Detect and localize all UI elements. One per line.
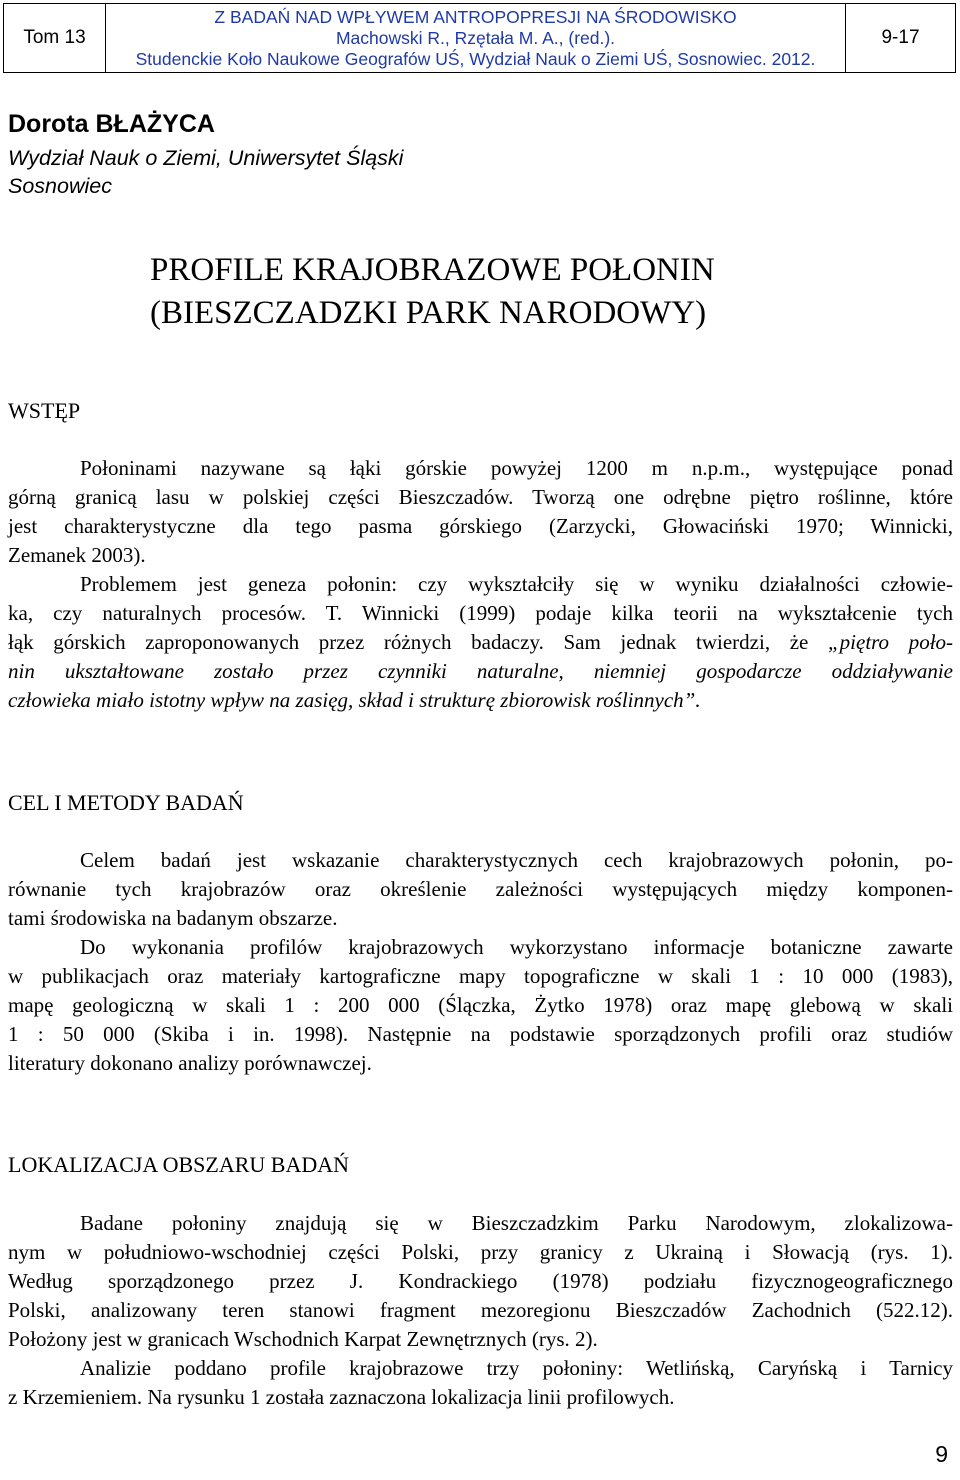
quote-line: nin ukształtowane zostało przez czynniki naturalne, niemniej gospodarcze oddziaływanie xyxy=(8,659,953,683)
section-heading-location: LOKALIZACJA OBSZARU BADAŃ xyxy=(8,1152,350,1177)
text-line: Do wykonania profilów krajobrazowych wykorzystano informacje botaniczne zawarte xyxy=(80,935,953,959)
series-editors: Machowski R., Rzętała M. A., (red.). xyxy=(335,27,616,48)
section-heading-intro: WSTĘP xyxy=(8,398,81,423)
text-line: mapę geologiczną w skali 1 : 200 000 (Ślączka, Żytko 1978) oraz mapę glebową w skali xyxy=(8,993,953,1017)
location-paragraph xyxy=(8,1209,953,1412)
series-publisher: Studenckie Koło Naukowe Geografów UŚ, Wydział Nauk o Ziemi UŚ, Sosnowiec. 2012. xyxy=(135,48,816,69)
text-run: łąk górskich zaproponowanych przez różnych badaczy. Sam jednak twierdzi, że xyxy=(8,630,809,654)
text-line: nym w południowo-wschodniej części Polski, przy granicy z Ukrainą i Słowacją (rys. 1). xyxy=(8,1240,953,1264)
text-line: Położony jest w granicach Wschodnich Karpat Zewnętrznych (rys. 2). xyxy=(8,1327,598,1351)
text-line: w publikacjach oraz materiały kartograficzne mapy topograficzne w skali 1 : 10 000 (1983), xyxy=(8,964,953,988)
text-line: Według sporządzonego przez J. Kondrackiego (1978) podziału fizycznogeograficznego xyxy=(8,1269,953,1293)
text-line: Badane połoniny znajdują się w Bieszczadzkim Parku Narodowym, zlokalizowa- xyxy=(80,1211,953,1235)
text-line: 1 : 50 000 (Skiba i in. 1998). Następnie na podstawie sporządzonych profili oraz studiów xyxy=(8,1022,953,1046)
page-header xyxy=(3,3,956,73)
text-line: górną granicą lasu w polskiej części Bieszczadów. Tworzą one odrębne piętro roślinne, które xyxy=(8,485,953,509)
text-line: z Krzemieniem. Na rysunku 1 została zaznaczona lokalizacja linii profilowych. xyxy=(8,1385,675,1409)
author-affiliation: Wydział Nauk o Ziemi, Uniwersytet Śląski xyxy=(8,146,404,170)
text-line: Polski, analizowany teren stanowi fragment mezoregionu Bieszczadów Zachodnich (522.12). xyxy=(8,1298,953,1322)
page-range: 9-17 xyxy=(846,4,956,73)
text-line: ka, czy naturalnych procesów. T. Winnicki (1999) podaje kilka teorii na wykształcenie tych xyxy=(8,601,953,625)
intro-paragraph xyxy=(8,454,953,715)
text-line: Analizie poddano profile krajobrazowe trzy połoniny: Wetlińską, Caryńską i Tarnicy xyxy=(80,1356,953,1380)
text-line: literatury dokonano analizy porównawczej. xyxy=(8,1051,372,1075)
text-line xyxy=(8,628,953,657)
author-city: Sosnowiec xyxy=(8,174,112,198)
article-title-line2: (BIESZCZADZKI PARK NARODOWY) xyxy=(150,295,707,331)
author-name: Dorota BŁAŻYCA xyxy=(8,110,215,138)
page-number: 9 xyxy=(935,1441,948,1467)
article-title-line1: PROFILE KRAJOBRAZOWE POŁONIN xyxy=(150,252,715,288)
text-line: Celem badań jest wskazanie charakterystycznych cech krajobrazowych połonin, po- xyxy=(80,848,953,872)
text-line: Zemanek 2003). xyxy=(8,543,146,567)
quote-line: człowieka miało istotny wpływ na zasięg, skład i strukturę zbiorowisk roślinnych”. xyxy=(8,688,701,712)
text-line: Problemem jest geneza połonin: czy wykształciły się w wyniku działalności człowie- xyxy=(80,572,953,596)
text-line: jest charakterystyczne dla tego pasma górskiego (Zarzycki, Głowaciński 1970; Winnicki, xyxy=(8,514,953,538)
text-line: równanie tych krajobrazów oraz określenie zależności występujących między komponen- xyxy=(8,877,953,901)
quote-start: „piętro poło- xyxy=(828,630,954,654)
series-info xyxy=(106,4,846,73)
series-title: Z BADAŃ NAD WPŁYWEM ANTROPOPRESJI NA ŚRODOWISKO xyxy=(214,6,737,27)
aims-paragraph xyxy=(8,846,953,1078)
text-line: Połoninami nazywane są łąki górskie powyżej 1200 m n.p.m., występujące ponad xyxy=(80,456,953,480)
text-line: tami środowiska na badanym obszarze. xyxy=(8,906,338,930)
volume-label: Tom 13 xyxy=(4,4,106,73)
section-heading-aims: CEL I METODY BADAŃ xyxy=(8,790,244,815)
